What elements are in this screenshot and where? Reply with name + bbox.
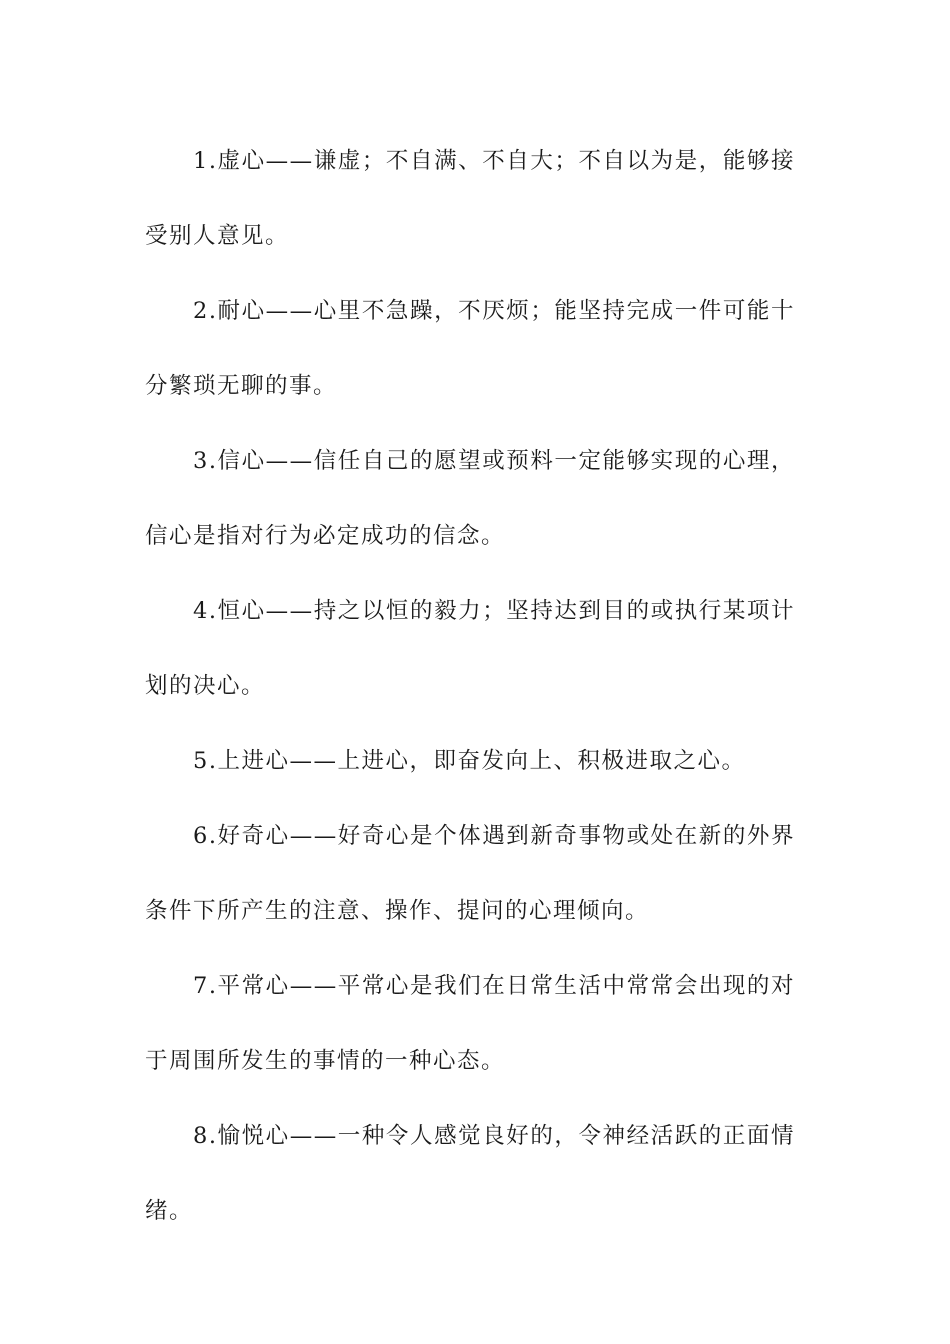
paragraph-humility: 1.虚心——谦虚；不自满、不自大；不自以为是，能够接受别人意见。	[145, 148, 795, 249]
paragraph-curiosity: 6.好奇心——好奇心是个体遇到新奇事物或处在新的外界条件下所产生的注意、操作、提问的心理倾向。	[145, 823, 795, 924]
paragraph-equanimity: 7.平常心——平常心是我们在日常生活中常常会出现的对于周围所发生的事情的一种心态。	[145, 973, 795, 1074]
document-body	[145, 124, 795, 1249]
paragraph-ambition: 5.上进心——上进心，即奋发向上、积极进取之心。	[193, 748, 746, 774]
paragraph-confidence: 3.信心——信任自己的愿望或预料一定能够实现的心理，信心是指对行为必定成功的信念。	[145, 448, 795, 549]
paragraph-patience: 2.耐心——心里不急躁，不厌烦；能坚持完成一件可能十分繁琐无聊的事。	[145, 298, 795, 399]
paragraph-joy: 8.愉悦心——一种令人感觉良好的，令神经活跃的正面情绪。	[145, 1123, 795, 1224]
paragraph-perseverance: 4.恒心——持之以恒的毅力；坚持达到目的或执行某项计划的决心。	[145, 598, 795, 699]
